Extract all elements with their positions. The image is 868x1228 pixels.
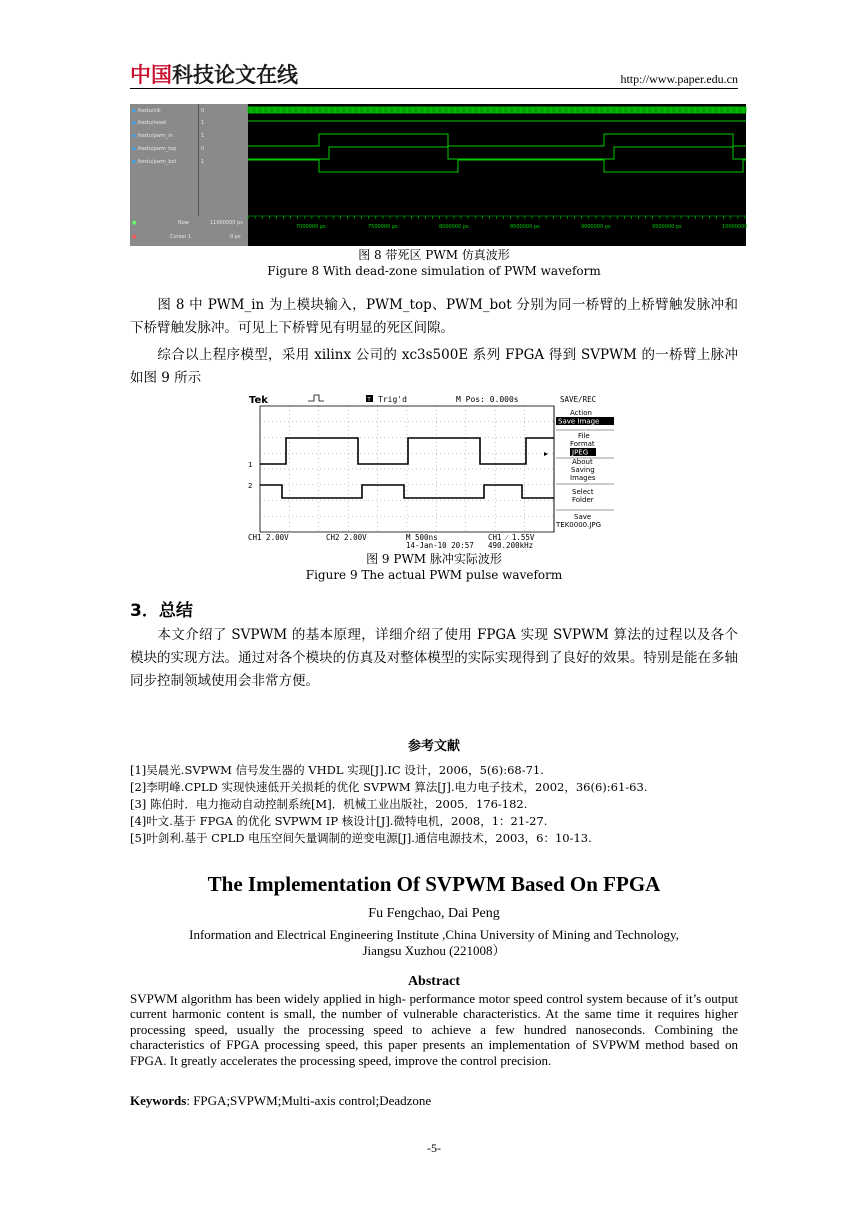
time-tick-label: 8000000 ps [439,224,469,230]
keywords-label: Keywords [130,1093,187,1108]
signal-name[interactable]: ◆ /testu/pwm_bot [132,159,177,165]
page-number: -5- [427,1141,441,1155]
signal-name[interactable]: ◆ /testu/pwm_in [132,133,173,139]
english-affiliation: Information and Electrical Engineering Institute ,China University of Mining and Technology, Jiangsu Xuzhou (221008） [189,927,679,958]
keywords-value: : FPGA;SVPWM;Multi-axis control;Deadzone [186,1093,432,1108]
menu-title: SAVE/REC [560,395,597,404]
trig-status: Trig'd [378,395,407,404]
site-logo [130,64,298,86]
now-label: Now [178,220,189,226]
signal-name[interactable]: ◆ /testu/pwm_top [132,146,177,152]
signal-value: 0 [201,108,205,114]
svg-text:T: T [367,397,371,403]
mpos: M Pos: 0.000s [456,395,519,404]
references-heading: 参考文献 [407,739,460,754]
figure9-caption-en: Figure 9 The actual PWM pulse waveform [305,568,563,582]
signal-value: 0 [201,146,205,152]
menu-save: Save [574,513,592,521]
signal-value: 1 [201,133,205,139]
time-tick-label: 9500000 ps [652,224,682,230]
menu-action: Action [570,409,592,417]
cursor-value: 0 ps [230,234,241,240]
signal-name[interactable]: ◆ /testu/clk [132,108,161,114]
menu-file-2: Format [570,440,595,448]
signal-value-panel [198,104,249,216]
simulation-waveform-figure [130,104,746,246]
cursor-label[interactable]: Cursor 1 [170,234,192,240]
reference-item: [3] 陈伯时．电力拖动自动控制系统[M]．机械工业出版社，2005．176-182. [130,797,528,811]
abstract-heading: Abstract [407,974,461,989]
paragraph-figure8-desc: 图 8 中 PWM_in 为上模块输入，PWM_top、PWM_bot 分别为同一桥臂的上桥臂触发脉冲和下桥臂触发脉冲。可见上下桥臂见有明显的死区间隙。 [130,297,738,336]
logo-black-text: 科技论文在线 [172,63,298,87]
menu-about-3: Images [570,474,596,482]
english-authors: Fu Fengchao, Dai Peng [368,906,500,921]
section-title: 3．总结 [130,601,193,621]
timebase: M 500ns [406,533,438,542]
time-tick-label: 10000000 [722,224,748,230]
signal-value: 1 [201,159,205,165]
time-tick-label: 7500000 ps [368,224,398,230]
menu-about-1: About [572,458,593,466]
menu-jpeg: JPEG [572,448,589,457]
menu-save-image: Save Image [558,417,600,426]
reference-item: [1]吴晨光.SVPWM 信号发生器的 VHDL 实现[J].IC 设计，2006，5(6):68-71. [130,763,544,777]
time-tick-label: 8500000 ps [510,224,540,230]
signal-value: 1 [201,120,205,126]
figure8-caption-cn: 图 8 带死区 PWM 仿真波形 [358,248,510,262]
logo-red-text: 中国 [130,63,172,87]
scope-date: 14-Jan-10 20:57 [406,541,474,550]
ch2-scale: CH2 2.00V [326,533,367,542]
menu-about-2: Saving [571,466,595,474]
menu-file-1: File [578,432,590,440]
ch1-trigger: CH1 ⁄ 1.55V [488,533,535,542]
signal-name-panel [130,104,198,216]
figure8-caption-en: Figure 8 With dead-zone simulation of PWM waveform [267,264,601,278]
signal-name[interactable]: ◆ /testu/reset [132,120,167,126]
frequency: 490.200kHz [488,541,534,550]
now-value: 11000000 ps [210,220,243,226]
english-title: The Implementation Of SVPWM Based On FPGA [207,872,661,896]
header-url[interactable]: http://www.paper.edu.cn [620,72,738,86]
keywords [130,1093,431,1109]
header-divider [130,88,738,89]
now-icon: ● [132,220,137,226]
ch2-marker: 2 [248,482,253,490]
menu-select-1: Select [572,488,594,496]
reference-item: [5]叶剑利.基于 CPLD 电压空间矢量调制的逆变电源[J].通信电源技术，2003，6：10-13. [130,831,592,845]
ch1-marker: 1 [248,461,253,469]
reference-item: [2]李明峰.CPLD 实现快速低开关损耗的优化 SVPWM 算法[J].电力电子技术，2002，36(6):61-63. [130,780,648,794]
paragraph-figure9-intro: 综合以上程序模型，采用 xilinx 公司的 xc3s500E 系列 FPGA 得到 SVPWM 的一桥臂上脉冲如图 9 所示 [130,347,738,386]
waveform-plot [248,104,746,246]
figure9-caption-cn: 图 9 PWM 脉冲实际波形 [366,552,502,566]
conclusion-paragraph: 本文介绍了 SVPWM 的基本原理，详细介绍了使用 FPGA 实现 SVPWM 算法的过程以及各个模块的实现方法。通过对各个模块的仿真及对整体模型的实际实现得到了良好的效果。特别是能在多轴同步控制领域使用会非常方便。 [130,627,738,689]
scope-brand: Tek [249,395,268,406]
menu-select-2: Folder [572,496,594,504]
oscilloscope-figure [248,392,616,550]
time-tick-label: 9000000 ps [581,224,611,230]
ch1-scale: CH1 2.00V [248,533,289,542]
abstract-body: SVPWM algorithm has been widely applied in high- performance motor speed control system because of it’s output current harmonic content is small, the number of vulnerable characteristics. At the same time it requires higher processing speed, usually the processing speed to achieve a few hundred nanoseconds. Combining the characteristics of FPGA processing speed, this paper presents an implementation of SVPWM method based on FPGA. It greatly accelerates the processing speed, improve the control precision. [130,991,738,1068]
time-tick-label: 7000000 ps [296,224,326,230]
menu-filename: TEK0000.JPG [556,521,602,529]
cursor-icon: ● [132,234,137,240]
cursor-panel [130,216,248,246]
reference-item: [4]叶文.基于 FPGA 的优化 SVPWM IP 核设计[J].微特电机，2008，1：21-27. [130,814,548,828]
